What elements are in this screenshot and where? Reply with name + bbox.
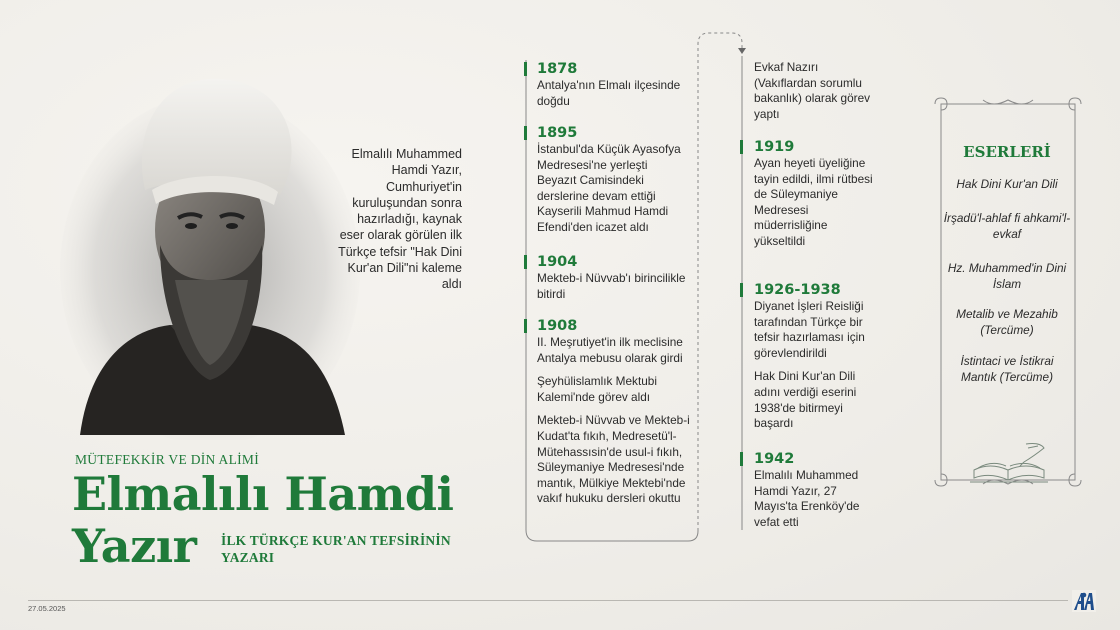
- event-text: Diyanet İşleri Reisliği tarafından Türkçe bir tefsir hazırlaması için görevlendirildi: [754, 299, 865, 360]
- timeline-event-1919: [754, 138, 879, 250]
- publish-date: 27.05.2025: [28, 604, 66, 613]
- timeline-event-evkaf: [754, 60, 879, 122]
- event-year: 1878: [537, 61, 578, 77]
- event-text: II. Meşrutiyet'in ilk meclisine Antalya mebusu olarak girdi: [537, 335, 683, 365]
- event-text: Mekteb-i Nüvvab'ı birincilikle bitirdi: [537, 271, 686, 301]
- timeline-marker: [524, 255, 527, 269]
- timeline-event-1908: [537, 317, 692, 507]
- timeline-event-1895: [537, 124, 687, 236]
- event-text: Ayan heyeti üyeliğine tayin edildi, ilmi rütbesi de Süleymaniye Medresesi müderrisliğine yükseltildi: [754, 156, 873, 248]
- aa-logo-icon: [1072, 590, 1096, 612]
- event-text: Hak Dini Kur'an Dili adını verdiği eserini 1938'de bitirmeyi başardı: [754, 369, 857, 431]
- event-text: Elmalılı Muhammed Hamdi Yazır, 27 Mayıs'ta Erenköy'de vefat etti: [754, 468, 860, 529]
- intro-text: Elmalılı Muhammed Hamdi Yazır, Cumhuriyet'in kuruluşundan sonra hazırladığı, kaynak eser olarak görülen ilk Türkçe tefsir "Hak Dini Kur'an Dili"ni kaleme aldı: [338, 147, 462, 292]
- event-year: 1942: [754, 451, 795, 467]
- page-title-line2: Yazır: [72, 519, 197, 573]
- page-subtitle: İLK TÜRKÇE KUR'AN TEFSİRİNİN YAZARI: [221, 533, 451, 565]
- timeline-event-1926-1938: [754, 281, 879, 432]
- timeline-marker: [524, 126, 527, 140]
- kicker-label: MÜTEFEKKİR VE DİN ALİMİ: [75, 452, 260, 467]
- event-year: 1926-1938: [754, 282, 841, 298]
- event-text: Mekteb-i Nüvvab ve Mekteb-i Kudat'ta fıkıh, Medresetü'l-Mütehassısin'de usul-i fıkıh, Süleymaniye Medresesi'nde mantık, Mülkiye Mektebi'nde vakıf hukuku dersleri okuttu: [537, 413, 690, 506]
- event-text: Evkaf Nazırı (Vakıflardan sorumlu bakanlık) olarak görev yaptı: [754, 60, 871, 121]
- works-title: ESERLERİ: [963, 143, 1051, 161]
- event-text: İstanbul'da Küçük Ayasofya Medresesi'ne yerleşti Beyazıt Camisindeki derslerine devam ettiği Kayserili Mahmud Hamdi Efendi'den icazet aldı: [537, 142, 681, 234]
- event-year: 1919: [754, 139, 795, 155]
- footer-divider: [28, 600, 1068, 601]
- book-quill-icon: [968, 440, 1050, 484]
- event-year: 1908: [537, 318, 578, 334]
- timeline-marker: [740, 283, 743, 297]
- timeline-event-1904: [537, 253, 687, 302]
- event-text: Antalya'nın Elmalı ilçesinde doğdu: [537, 78, 681, 108]
- portrait-image: [60, 40, 360, 440]
- work-item: Metalib ve Mezahib (Tercüme): [956, 307, 1058, 337]
- timeline-marker: [524, 62, 527, 76]
- work-item: Hak Dini Kur'an Dili: [956, 177, 1058, 191]
- portrait-illustration-icon: [60, 40, 360, 440]
- work-item: Hz. Muhammed'in Dini İslam: [947, 261, 1067, 291]
- timeline-event-1878: [537, 60, 687, 109]
- timeline-event-1942: [754, 450, 879, 530]
- work-item: İrşadü'l-ahlaf fi ahkami'l-evkaf: [943, 211, 1071, 241]
- work-item: İstintaci ve İstikrai Mantık (Tercüme): [960, 354, 1054, 384]
- event-year: 1904: [537, 254, 578, 270]
- timeline-marker: [524, 319, 527, 333]
- event-year: 1895: [537, 125, 578, 141]
- timeline-marker: [740, 452, 743, 466]
- page-title-line1: Elmalılı Hamdi: [72, 467, 454, 521]
- timeline-marker: [740, 140, 743, 154]
- event-text: Şeyhülislamlık Mektubi Kalemi'nde görev aldı: [537, 374, 657, 404]
